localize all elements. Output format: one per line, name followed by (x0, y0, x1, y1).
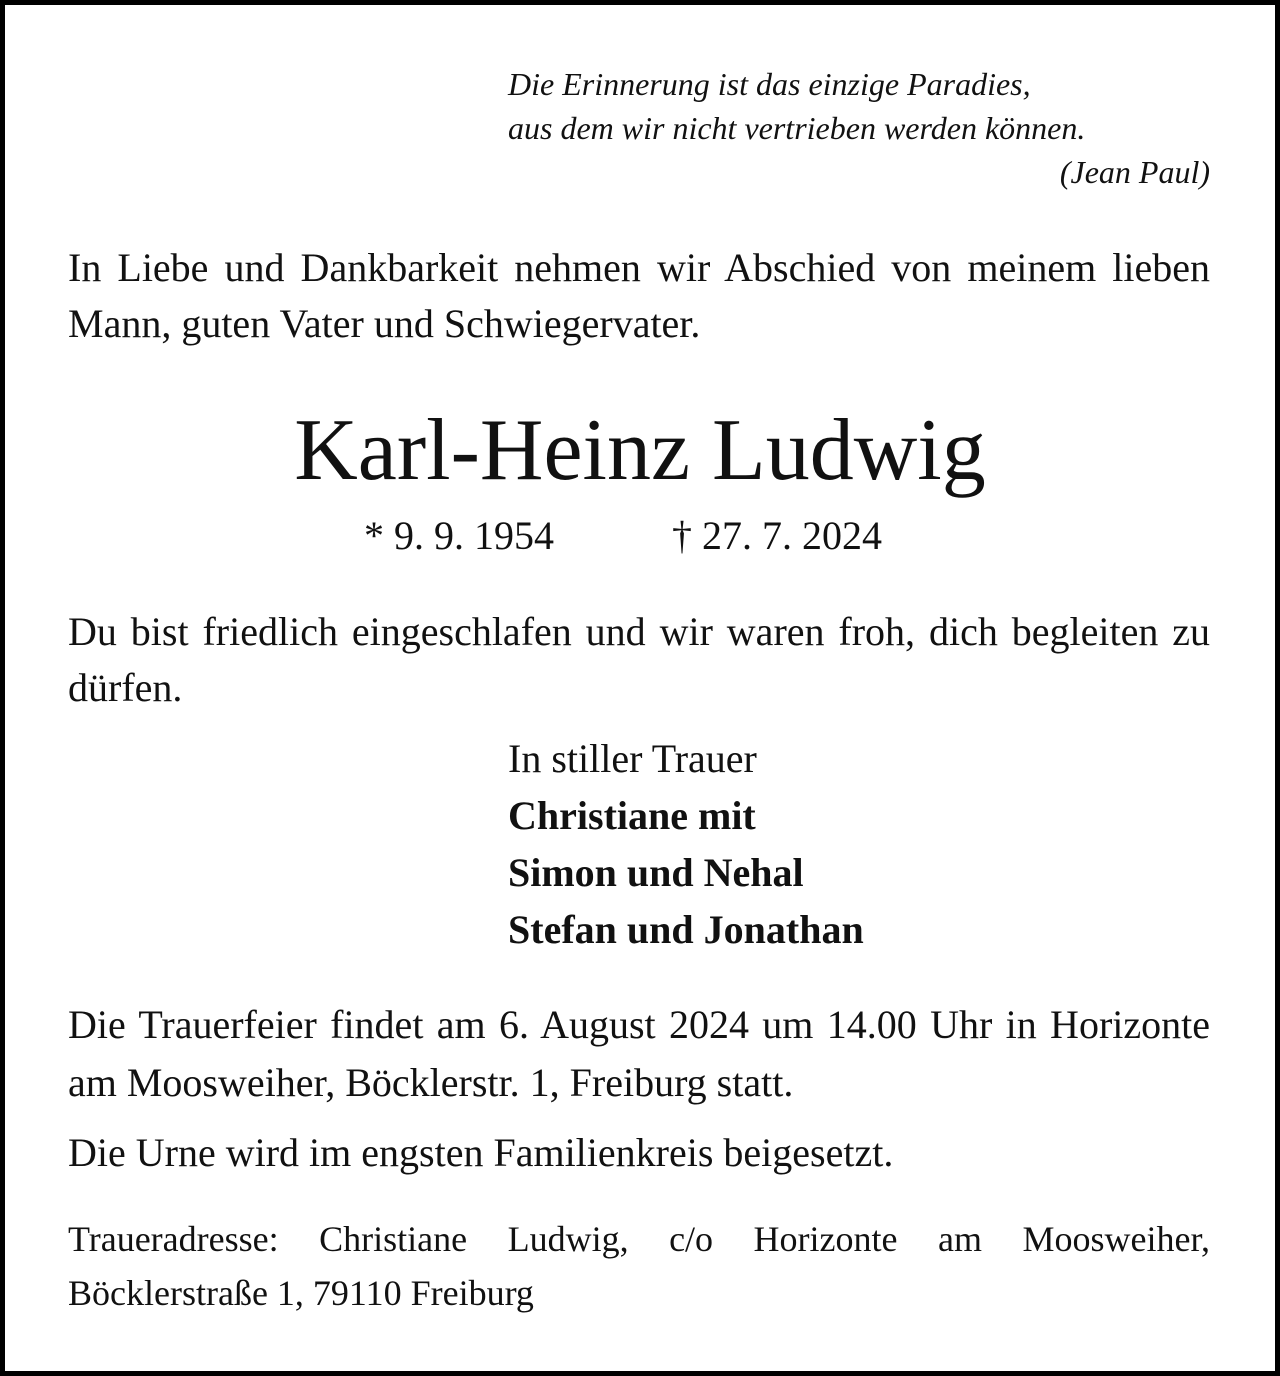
farewell-text: Du bist friedlich eingeschlafen und wir waren froh, dich begleiten zu dürfen. (68, 609, 1210, 710)
ceremony-info: Die Trauerfeier findet am 6. August 2024 um 14.00 Uhr in Horizonte am Moosweiher, Böcklerstr. 1, Freiburg statt. (68, 1002, 1210, 1105)
mourner-name: Simon und Nehal (508, 850, 804, 895)
quote-line-1: Die Erinnerung ist das einzige Paradies, (508, 66, 1031, 102)
death-date: † 27. 7. 2024 (672, 513, 882, 558)
mourning-address: Traueradresse: Christiane Ludwig, c/o Horizonte am Moosweiher, Böcklerstraße 1, 79110 Freiburg (68, 1219, 1210, 1313)
mourners-heading: In stiller Trauer (508, 736, 757, 781)
birth-date: * 9. 9. 1954 (364, 513, 554, 558)
mourner-name: Christiane mit (508, 793, 756, 838)
quote-line-2: aus dem wir nicht vertrieben werden können. (508, 110, 1086, 146)
urn-info: Die Urne wird im engsten Familienkreis beigesetzt. (68, 1130, 894, 1175)
intro-text: In Liebe und Dankbarkeit nehmen wir Abschied von meinem lieben Mann, guten Vater und Schwiegervater. (68, 245, 1210, 346)
epigraph-quote (508, 62, 1210, 194)
deceased-name: Karl-Heinz Ludwig (294, 402, 986, 499)
mourners-block (508, 730, 864, 958)
mourner-name: Stefan und Jonathan (508, 907, 864, 952)
quote-author: (Jean Paul) (1059, 154, 1210, 190)
